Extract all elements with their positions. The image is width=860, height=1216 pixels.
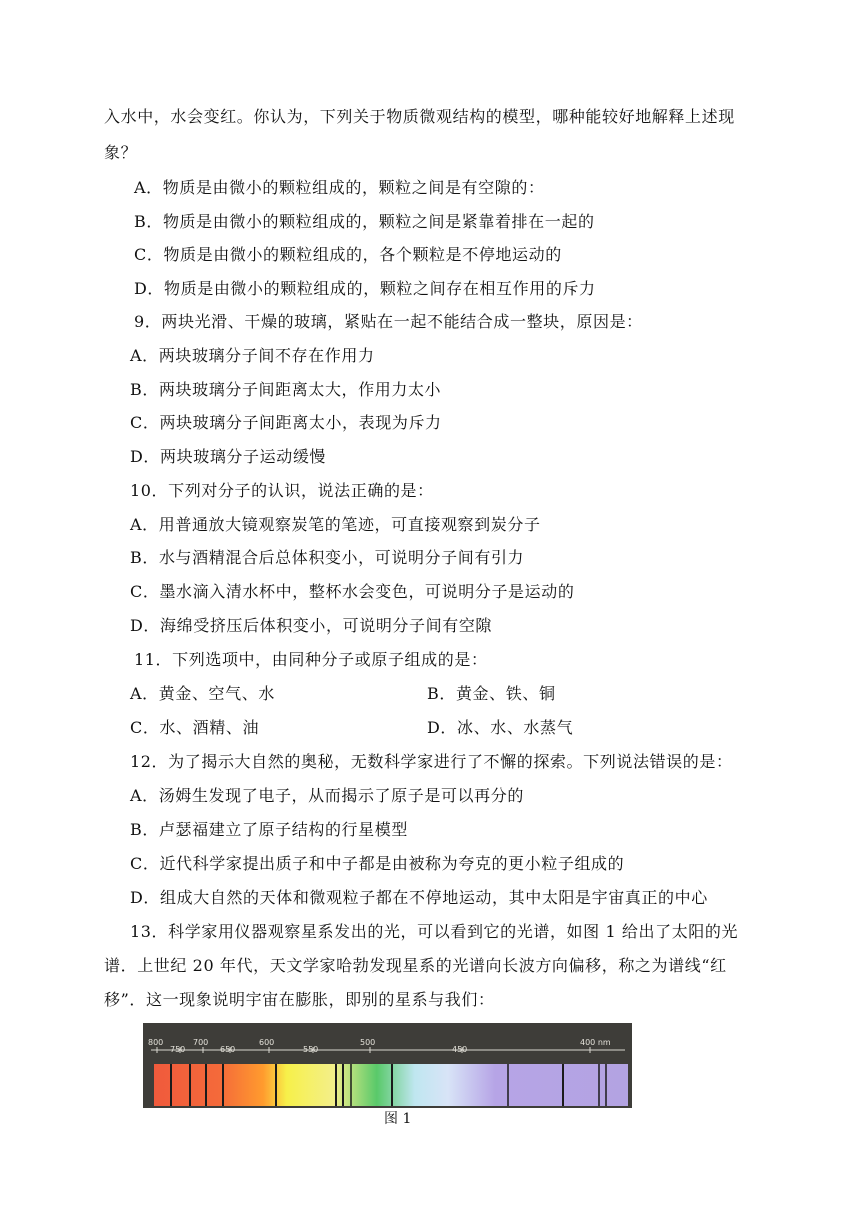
question-8-option-b: B．物质是由微小的颗粒组成的，颗粒之间是紧靠着排在一起的 [134,212,595,231]
question-11-stem: 11．下列选项中，由同种分子或原子组成的是： [134,650,488,669]
question-13-stem-line-1: 13．科学家用仪器观察星系发出的光，可以看到它的光谱，如图 1 给出了太阳的光 [130,922,739,941]
question-8-option-c: C．物质是由微小的颗粒组成的，各个颗粒是不停地运动的 [134,245,562,264]
question-8-stem-continued: 入水中，水会变红。你认为，下列关于物质微观结构的模型，哪种能较好地解释上述现 [104,107,735,126]
tick-label-550: 550 [303,1045,319,1054]
solar-spectrum-figure [143,1023,632,1108]
question-11-option-d: D．冰、水、水蒸气 [427,718,574,737]
question-12-option-d: D．组成大自然的天体和微观粒子都在不停地运动，其中太阳是宇宙真正的中心 [130,888,708,907]
question-10-option-b: B．水与酒精混合后总体积变小，可说明分子间有引力 [130,548,525,567]
question-12-stem: 12．为了揭示大自然的奥秘，无数科学家进行了不懈的探索。下列说法错误的是： [130,752,733,771]
question-11-option-c: C．水、酒精、油 [130,718,260,737]
tick-label-400nm: 400 nm [580,1038,611,1047]
tick-label-500: 500 [360,1038,376,1047]
question-11-option-a: A．黄金、空气、水 [130,684,275,703]
question-13-stem-line-3: 移”．这一现象说明宇宙在膨胀，即别的星系与我们： [104,990,495,1009]
question-12-option-a: A．汤姆生发现了电子，从而揭示了原子是可以再分的 [130,786,524,805]
question-12-option-c: C．近代科学家提出质子和中子都是由被称为夸克的更小粒子组成的 [130,854,625,873]
tick-label-650: 650 [220,1045,236,1054]
tick-label-750: 750 [170,1045,186,1054]
tick-label-700: 700 [193,1038,209,1047]
question-9-stem: 9．两块光滑、干燥的玻璃，紧贴在一起不能结合成一整块，原因是： [134,312,643,331]
tick-label-600: 600 [259,1038,275,1047]
question-9-option-a: A．两块玻璃分子间不存在作用力 [130,346,375,365]
question-10-option-d: D．海绵受挤压后体积变小，可说明分子间有空隙 [130,616,493,635]
question-9-option-d: D．两块玻璃分子运动缓慢 [130,447,327,466]
question-10-stem: 10．下列对分子的认识，说法正确的是： [130,481,434,500]
question-8-option-a: A．物质是由微小的颗粒组成的，颗粒之间是有空隙的： [134,178,545,197]
tick-label-450: 450 [452,1045,468,1054]
question-12-option-b: B．卢瑟福建立了原子结构的行星模型 [130,820,408,839]
question-8-option-d: D．物质是由微小的颗粒组成的，颗粒之间存在相互作用的斥力 [134,279,596,298]
question-9-option-b: B．两块玻璃分子间距离太大，作用力太小 [130,380,442,399]
question-10-option-c: C．墨水滴入清水杯中，整杯水会变色，可说明分子是运动的 [130,582,575,601]
question-11-option-b: B．黄金、铁、铜 [427,684,556,703]
tick-label-800: 800 [148,1038,164,1047]
question-8-stem-end: 象？ [104,143,138,162]
solar-spectrum-image [143,1023,632,1108]
figure-caption: 图 1 [384,1111,412,1127]
question-9-option-c: C．两块玻璃分子间距离太小，表现为斥力 [130,413,442,432]
question-13-stem-line-2: 谱．上世纪 20 年代，天文学家哈勃发现星系的光谱向长波方向偏移，称之为谱线“红 [104,956,727,975]
question-10-option-a: A．用普通放大镜观察炭笔的笔迹，可直接观察到炭分子 [130,515,541,534]
